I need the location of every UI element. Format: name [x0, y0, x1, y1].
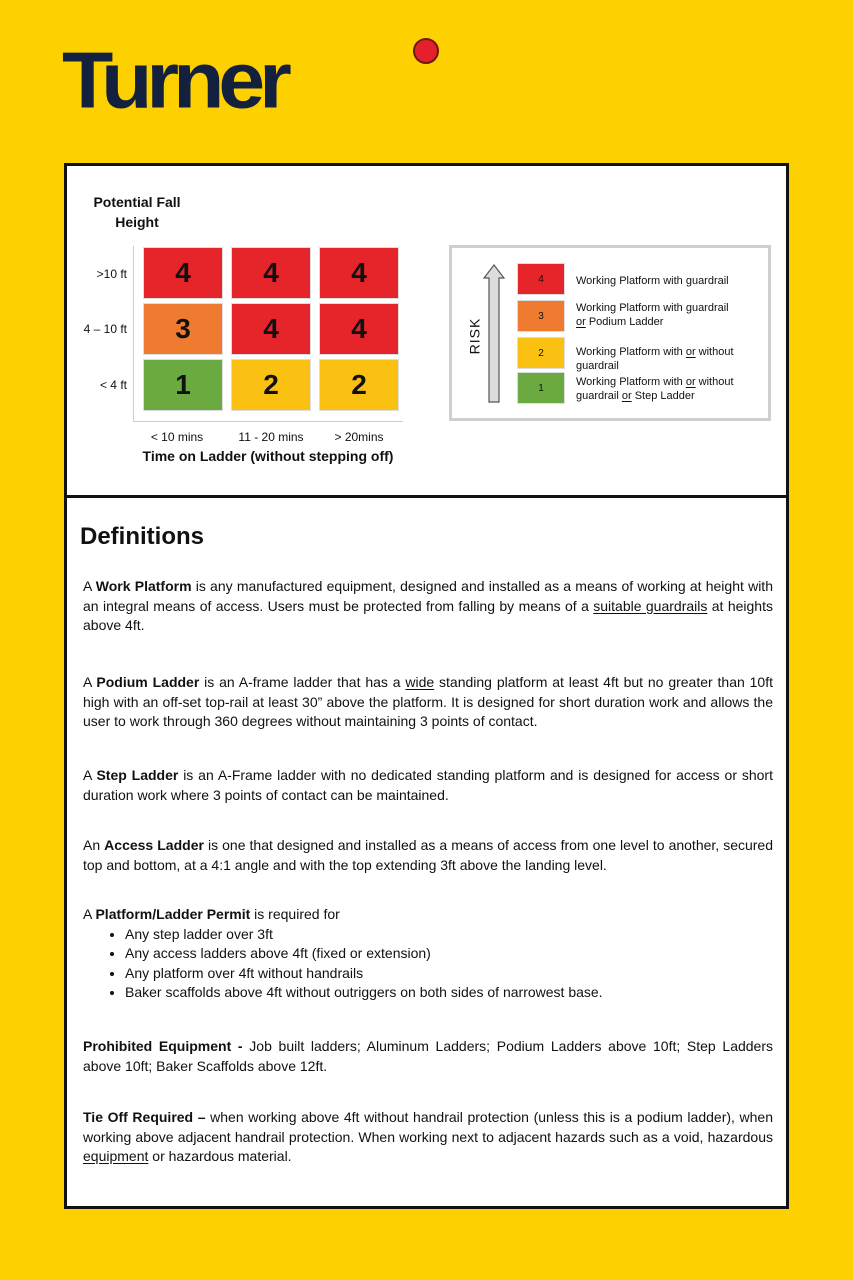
- risk-cell-r1-c0: 3: [144, 304, 222, 354]
- legend-text-1: Working Platform with or without guardrail or Step Ladder: [576, 376, 734, 402]
- list-item: • Any platform over 4ft without handrails: [125, 964, 773, 984]
- def-step-ladder: A Step Ladder is an A-Frame ladder with no dedicated standing platform and is designed for access or short duration work where 3 points of contact can be maintained.: [83, 767, 773, 803]
- row-label: < 4 ft: [99, 378, 127, 392]
- def-work-platform: A Work Platform is any manufactured equipment, designed and installed as a means of working at height with an integral means of access. Users must be protected from falling by means of a suitable guardrails at heights above 4ft.: [83, 578, 773, 634]
- risk-cell-r1-c1: 4: [232, 304, 310, 354]
- risk-cell-r2-c0: 1: [144, 360, 222, 410]
- risk-legend: [449, 245, 771, 421]
- risk-cell-r0-c2: 4: [320, 248, 398, 298]
- def-access-ladder: An Access Ladder is one that designed and installed as a means of access from one level to another, secured top and bottom, at a 4:1 angle and with the top extending 3ft above the landing level.: [83, 837, 774, 873]
- risk-cell-r2-c1: 2: [232, 360, 310, 410]
- legend-swatch-1: 1: [518, 373, 564, 403]
- risk-cell-r0-c1: 4: [232, 248, 310, 298]
- y-axis-title: Potential Fall Height: [93, 194, 181, 230]
- legend-swatch-3: 3: [518, 301, 564, 331]
- red-dot-marker: [413, 38, 439, 64]
- legend-text-3: Working Platform with guardrail or Podium Ladder: [576, 302, 729, 328]
- def-tie-off: Tie Off Required – when working above 4ft without handrail protection (unless this is a podium ladder), when working above adjacent handrail protection. When working next to adjacent hazards such as a void, hazardous equipment or hazardous material.: [83, 1109, 773, 1165]
- list-item: • Any step ladder over 3ft: [125, 925, 773, 945]
- list-item: • Any access ladders above 4ft (fixed or extension): [125, 944, 773, 964]
- def-prohibited: Prohibited Equipment - Job built ladders; Aluminum Ladders; Podium Ladders above 10ft; Step Ladders above 10ft; Baker Scaffolds above 12ft.: [83, 1038, 773, 1074]
- def-podium-ladder: A Podium Ladder is an A-frame ladder that has a wide standing platform at least 4ft but no greater than 10ft high with an off-set top-rail at least 30” above the platform. It is designed for short duration work and allows the user to work through 360 degrees without maintaining 3 points of contact.: [83, 674, 773, 730]
- list-item: • Baker scaffolds above 4ft without outriggers on both sides of narrowest base.: [125, 983, 773, 1003]
- y-axis-line: [133, 246, 134, 421]
- column-label: < 10 mins: [150, 430, 204, 444]
- def-permit: A Platform/Ladder Permit is required for • Any step ladder over 3ft • Any access ladders above 4ft (fixed or extension) • Any platform over 4ft without handrails • Baker scaffolds above 4ft without outriggers on both sides of narrowest base.: [83, 905, 773, 1003]
- risk-cell-r0-c0: 4: [144, 248, 222, 298]
- legend-text-2: Working Platform with or without guardrail: [576, 346, 734, 372]
- turner-logo: Turner: [62, 35, 286, 125]
- definitions-heading: Definitions: [80, 523, 204, 550]
- x-axis-title: Time on Ladder (without stepping off): [142, 448, 394, 464]
- legend-swatch-4: 4: [518, 264, 564, 294]
- risk-label: RISK: [466, 317, 483, 355]
- column-label: > 20mins: [334, 430, 384, 444]
- permit-list: [83, 925, 773, 1003]
- column-label: 11 - 20 mins: [238, 430, 304, 444]
- row-label: >10 ft: [96, 267, 127, 281]
- risk-cell-r2-c2: 2: [320, 360, 398, 410]
- risk-arrow-icon: [483, 264, 505, 404]
- x-axis-line: [133, 421, 403, 422]
- row-label: 4 – 10 ft: [83, 322, 127, 336]
- legend-text-4: Working Platform with guardrail: [576, 275, 729, 287]
- risk-cell-r1-c2: 4: [320, 304, 398, 354]
- section-divider: [67, 495, 786, 498]
- content-panel: [64, 163, 789, 1209]
- legend-swatch-2: 2: [518, 338, 564, 368]
